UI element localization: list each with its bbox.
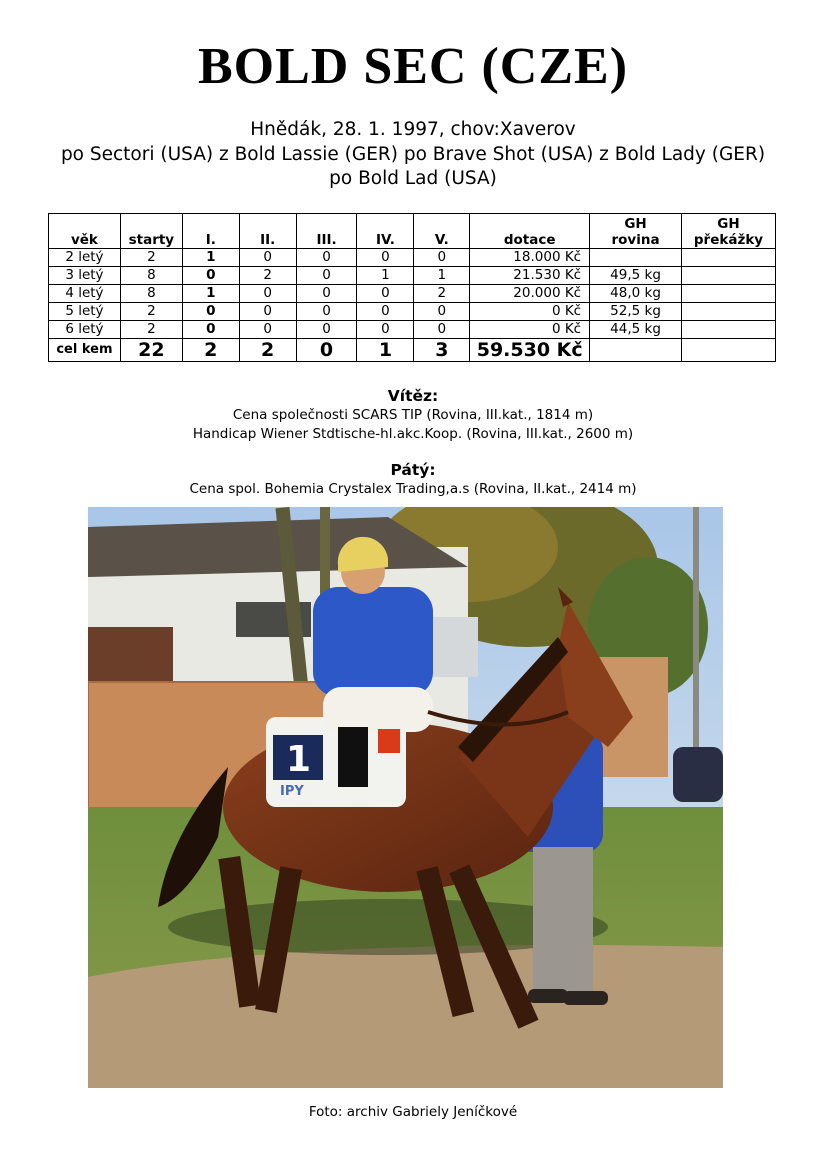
header-first: I. (182, 214, 239, 249)
cell-second: 2 (239, 267, 296, 285)
cell-prize: 0 Kč (470, 303, 590, 321)
cell-total-starts: 22 (120, 339, 182, 362)
cell-gh-jump (681, 249, 775, 267)
cell-fourth: 0 (357, 321, 414, 339)
header-gh-flat (590, 214, 682, 249)
winner-heading: Vítěz: (387, 387, 439, 405)
cell-second: 0 (239, 249, 296, 267)
cell-first: 1 (182, 249, 239, 267)
cell-fourth: 0 (357, 303, 414, 321)
header-starts: starty (120, 214, 182, 249)
cell-starts: 2 (120, 321, 182, 339)
header-third: III. (296, 214, 357, 249)
fifth-place-heading: Pátý: (390, 461, 436, 479)
cell-gh-flat: 52,5 kg (590, 303, 682, 321)
fifth-place-race: Cena spol. Bohemia Crystalex Trading,a.s (Rovina, II.kat., 2414 m) (189, 481, 637, 497)
cell-prize: 21.530 Kč (470, 267, 590, 285)
cell-age: 6 letý (49, 321, 121, 339)
table-header-row (49, 214, 776, 249)
header-fourth: IV. (357, 214, 414, 249)
horse-photo (88, 507, 723, 1088)
cell-total-third: 0 (296, 339, 357, 362)
header-gh-flat-line2: rovina (611, 232, 660, 248)
cell-second: 0 (239, 321, 296, 339)
saddle-cloth-text: IPY (280, 784, 304, 799)
cell-prize: 0 Kč (470, 321, 590, 339)
horse-name-title: BOLD SEC (CZE) (197, 38, 629, 95)
cell-total-fifth: 3 (414, 339, 470, 362)
cell-fourth: 1 (357, 267, 414, 285)
cell-second: 0 (239, 285, 296, 303)
winner-race: Cena společnosti SCARS TIP (Rovina, III.kat., 1814 m) (232, 407, 594, 423)
table-row (49, 285, 776, 303)
table-row (49, 321, 776, 339)
cell-first: 0 (182, 267, 239, 285)
cell-starts: 2 (120, 249, 182, 267)
cell-gh-jump (681, 303, 775, 321)
cell-third: 0 (296, 321, 357, 339)
cell-fifth: 1 (414, 267, 470, 285)
cell-fifth: 2 (414, 285, 470, 303)
cell-third: 0 (296, 285, 357, 303)
cell-age: 2 letý (49, 249, 121, 267)
header-gh-jump (681, 214, 775, 249)
cell-starts: 2 (120, 303, 182, 321)
header-gh-jump-line2: překážky (693, 232, 764, 248)
winner-section (0, 386, 826, 444)
table-row (49, 267, 776, 285)
fifth-place-section (0, 460, 826, 499)
cell-gh-jump (681, 267, 775, 285)
saddle-number: 1 (286, 739, 312, 780)
cell-first: 0 (182, 321, 239, 339)
header-fifth: V. (414, 214, 470, 249)
cell-gh-flat (590, 249, 682, 267)
cell-gh-flat: 44,5 kg (590, 321, 682, 339)
cell-fifth: 0 (414, 303, 470, 321)
horse-photo-illustration (88, 507, 723, 1088)
header-gh-flat-line1: GH (624, 216, 647, 232)
cell-age: 4 letý (49, 285, 121, 303)
cell-fourth: 0 (357, 249, 414, 267)
cell-third: 0 (296, 249, 357, 267)
cell-fourth: 0 (357, 285, 414, 303)
cell-total-fourth: 1 (357, 339, 414, 362)
race-stats-table (48, 213, 776, 362)
cell-gh-jump (681, 321, 775, 339)
cell-gh-jump (681, 285, 775, 303)
cell-starts: 8 (120, 285, 182, 303)
cell-age: 3 letý (49, 267, 121, 285)
header-gh-jump-line1: GH (717, 216, 740, 232)
table-row (49, 249, 776, 267)
pedigree-line: po Sectori (USA) z Bold Lassie (GER) po Brave Shot (USA) z Bold Lady (GER) (60, 144, 766, 165)
header-age: věk (49, 214, 121, 249)
cell-third: 0 (296, 303, 357, 321)
cell-gh-flat: 48,0 kg (590, 285, 682, 303)
table-row (49, 303, 776, 321)
cell-total-second: 2 (239, 339, 296, 362)
cell-total-label: cel kem (49, 339, 121, 362)
pedigree-line-2: po Bold Lad (USA) (329, 168, 497, 189)
cell-first: 1 (182, 285, 239, 303)
table-total-row (49, 339, 776, 362)
cell-age: 5 letý (49, 303, 121, 321)
header-prize: dotace (470, 214, 590, 249)
winner-race: Handicap Wiener Stdtische-hl.akc.Koop. (Rovina, III.kat., 2600 m) (192, 426, 634, 442)
cell-fifth: 0 (414, 321, 470, 339)
cell-fifth: 0 (414, 249, 470, 267)
cell-total-gh-flat (590, 339, 682, 362)
cell-first: 0 (182, 303, 239, 321)
photo-caption: Foto: archiv Gabriely Jeníčkové (308, 1104, 518, 1120)
cell-prize: 20.000 Kč (470, 285, 590, 303)
cell-second: 0 (239, 303, 296, 321)
horse-info-line: Hnědák, 28. 1. 1997, chov:Xaverov (250, 119, 576, 140)
cell-gh-flat: 49,5 kg (590, 267, 682, 285)
cell-total-gh-jump (681, 339, 775, 362)
cell-starts: 8 (120, 267, 182, 285)
cell-total-prize: 59.530 Kč (470, 339, 590, 362)
cell-total-first: 2 (182, 339, 239, 362)
cell-prize: 18.000 Kč (470, 249, 590, 267)
header-second: II. (239, 214, 296, 249)
cell-third: 0 (296, 267, 357, 285)
